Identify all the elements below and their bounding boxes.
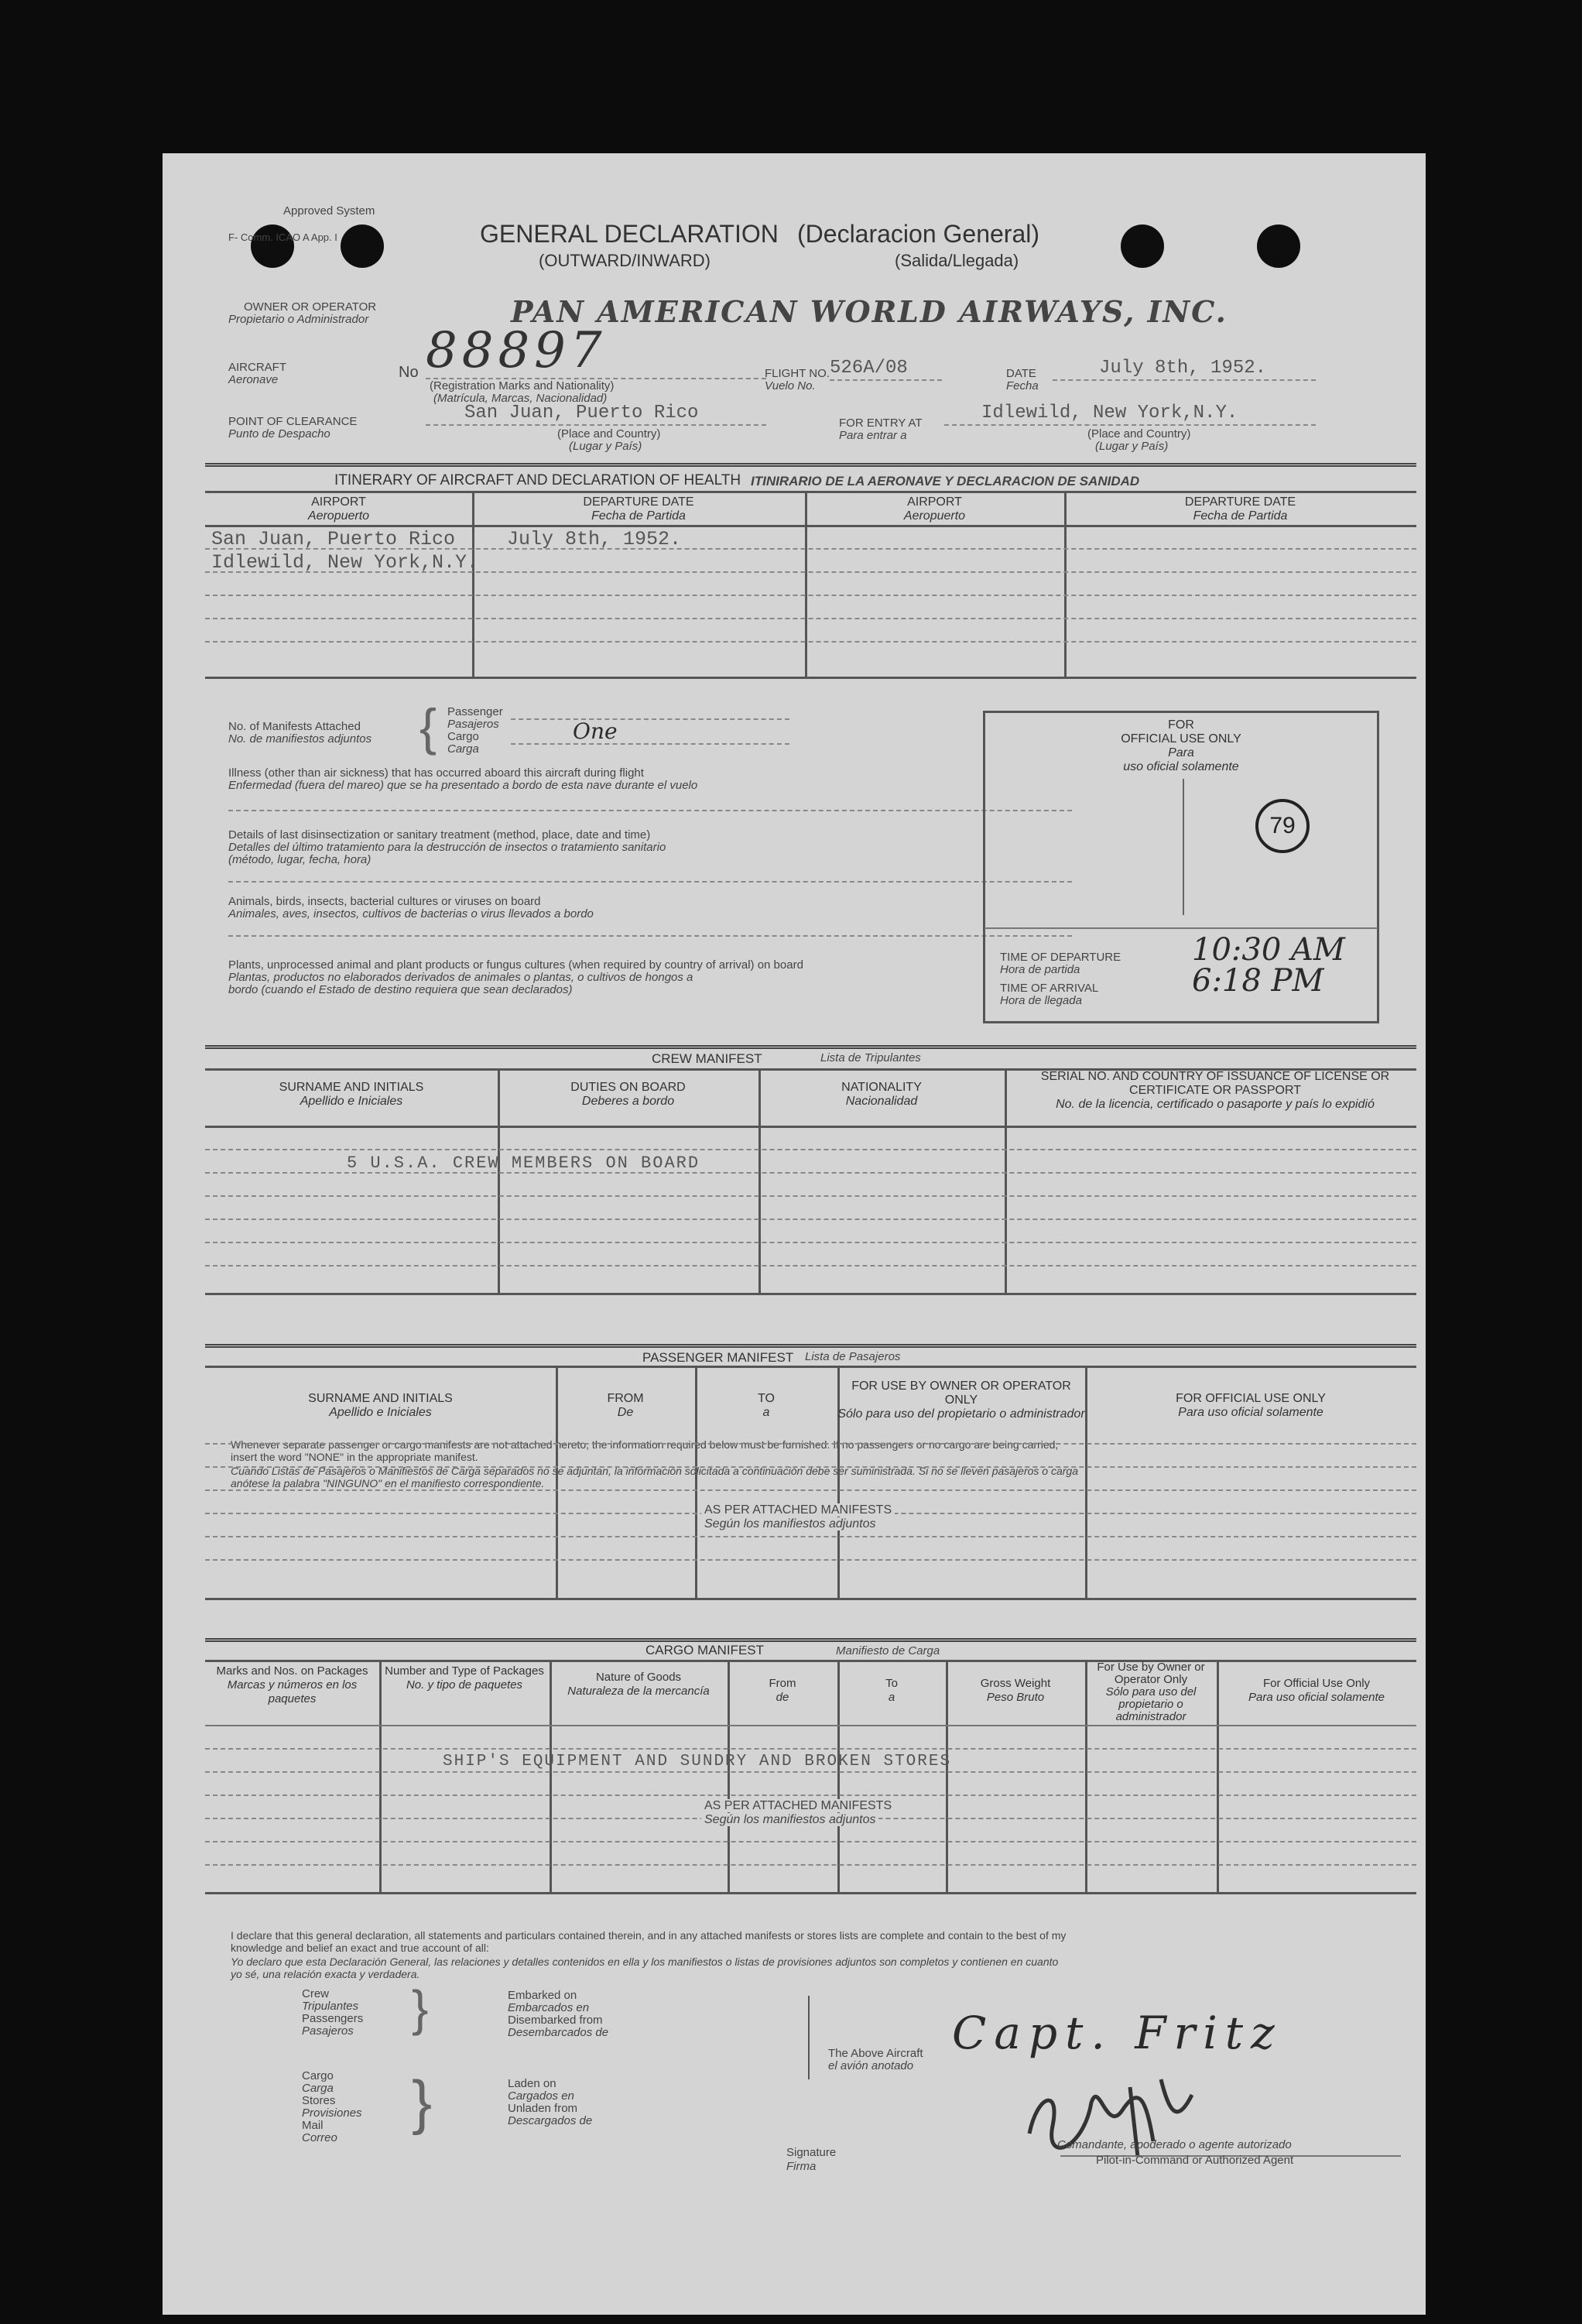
declaration-line3: Yo declaro que esta Declaración General, las relaciones y detalles contenidos en ella y los manifiestos o listas de provisiones adjuntos son completos y contienen en cuanto	[231, 1956, 1059, 1968]
owner-value: PAN AMERICAN WORLD AIRWAYS, INC.	[511, 294, 1228, 329]
pax-note-es: Según los manifiestos adjuntos	[701, 1517, 878, 1530]
departure-time-label: TIME OF DEPARTURE	[1000, 951, 1121, 964]
bottom-left-label: Signature	[786, 2146, 837, 2159]
declaration-form	[163, 153, 1426, 2315]
aircraft-reg-label-es: (Matrícula, Marcas, Nacionalidad)	[433, 392, 608, 405]
captain-name: Capt. Fritz	[952, 2007, 1282, 2059]
flight-label: FLIGHT NO.	[765, 367, 830, 380]
pax-note: AS PER ATTACHED MANIFESTS	[701, 1503, 895, 1517]
itin-col-date: DEPARTURE DATE Fecha de Partida	[583, 495, 694, 523]
crew-col-duties: DUTIES ON BOARD Deberes a bordo	[570, 1081, 686, 1108]
aircraft-no-label: No	[399, 364, 419, 381]
itin-row2-airport: Idlewild, New York,N.Y.	[211, 551, 479, 574]
aircraft-label-es: Aeronave	[228, 373, 279, 386]
cargo-col-to: To a	[885, 1677, 898, 1704]
punch-hole	[341, 225, 384, 268]
date-label: DATE	[1006, 367, 1036, 380]
departure-time-value: 10:30 AM	[1192, 932, 1345, 968]
above-aircraft-label-es: el avión anotado	[828, 2059, 914, 2072]
plants-label-es: Plantas, productos no elaborados derivados de animales o plantas, o cultivos de hongos a	[228, 971, 693, 984]
pax-col-to: TO a	[758, 1392, 775, 1419]
itin-row1-date: July 8th, 1952.	[507, 528, 682, 550]
itin-row1-airport: San Juan, Puerto Rico	[211, 528, 456, 550]
crew-entry: 5 U.S.A. CREW MEMBERS ON BOARD	[347, 1153, 700, 1173]
crew-col-nationality: NATIONALITY Nacionalidad	[841, 1081, 922, 1108]
approved-label: Approved System	[283, 204, 375, 218]
animals-label: Animals, birds, insects, bacterial cultures or viruses on board	[228, 895, 541, 908]
entry-place-es: (Lugar y País)	[1095, 440, 1169, 453]
itin-col-airport-2: AIRPORT Aeropuerto	[903, 495, 966, 523]
signature-label: Pilot-in-Command or Authorized Agent	[1096, 2154, 1294, 2167]
cargo-col-from: From de	[769, 1677, 796, 1704]
departure-time-label-es: Hora de partida	[1000, 963, 1080, 976]
flight-label-es: Vuelo No.	[765, 379, 816, 392]
plants-label: Plants, unprocessed animal and plant products or fungus cultures (when required by country of arrival) on board	[228, 958, 803, 972]
crew-title: CREW MANIFEST	[652, 1051, 762, 1066]
cargo-col-packages: Number and Type of Packages No. y tipo de paquetes	[385, 1664, 544, 1692]
pax-col-owner: FOR USE BY OWNER OR OPERATOR ONLY Sólo para uso del propietario o administrador	[837, 1380, 1085, 1421]
cargo-note: AS PER ATTACHED MANIFESTS	[701, 1799, 895, 1812]
pax-col-name: SURNAME AND INITIALS Apellido e Iniciales	[308, 1392, 453, 1419]
form-subtitle-es: (Salida/Llegada)	[895, 251, 1019, 270]
manifests-brace: {	[419, 698, 437, 756]
notice-line4: anótese la palabra "NINGUNO" en el manifiesto correspondiente.	[231, 1477, 545, 1489]
crew-title-es: Lista de Tripulantes	[820, 1051, 921, 1064]
passenger-title-es: Lista de Pasajeros	[805, 1350, 901, 1363]
itinerary-title-es: ITINIRARIO DE LA AERONAVE Y DECLARACION DE SANIDAD	[751, 474, 1140, 488]
date-value: July 8th, 1952.	[1099, 358, 1267, 379]
declaration-line4: yo sé, una relación exacta y verdadera.	[231, 1968, 420, 1980]
cargo-col-official: For Official Use Only Para uso oficial solamente	[1248, 1677, 1385, 1704]
stamp-number: 79	[1255, 799, 1310, 853]
cargo-title: CARGO MANIFEST	[645, 1643, 765, 1657]
owner-label: OWNER OR OPERATOR	[244, 300, 377, 314]
itin-col-airport: AIRPORT Aeropuerto	[307, 495, 370, 523]
cargo-entry: SHIP'S EQUIPMENT AND SUNDRY AND BROKEN STORES	[443, 1753, 952, 1770]
arrival-time-label: TIME OF ARRIVAL	[1000, 982, 1099, 995]
entry-value: Idlewild, New York,N.Y.	[981, 403, 1238, 423]
cargo-col-owner: For Use by Owner or Operator Only Sólo para uso del propietario o administrador	[1097, 1661, 1205, 1723]
approved-note: F- Comm. ICAO A App. I	[228, 231, 337, 243]
arrival-time-label-es: Hora de llegada	[1000, 994, 1082, 1007]
aircraft-reg-label: (Registration Marks and Nationality)	[430, 379, 615, 392]
summary-embark: Embarked on Embarcados en Disembarked from Desembarcados de	[508, 1989, 609, 2039]
aircraft-value: 88897	[426, 322, 607, 379]
disinsect-label-es: Detalles del último tratamiento para la destrucción de insectos o tratamiento sanitario	[228, 841, 666, 854]
pax-col-from: FROM De	[607, 1392, 644, 1419]
itin-col-date-2: DEPARTURE DATE Fecha de Partida	[1184, 495, 1296, 523]
punch-hole	[1257, 225, 1300, 268]
disinsect-label-es2: (método, lugar, fecha, hora)	[228, 853, 372, 866]
manifests-types: Passenger Pasajeros Cargo Carga	[447, 705, 503, 756]
entry-label-es: Para entrar a	[839, 429, 907, 442]
disinsect-label: Details of last disinsectization or sanitary treatment (method, place, date and time)	[228, 828, 651, 842]
cargo-col-goods: Nature of Goods Naturaleza de la mercancía	[567, 1671, 710, 1698]
cargo-title-es: Manifiesto de Carga	[836, 1644, 940, 1657]
illness-label: Illness (other than air sickness) that has occurred aboard this aircraft during flight	[228, 766, 644, 780]
summary-people: Crew Tripulantes Passengers Pasajeros	[302, 1987, 364, 2038]
cargo-manifest-count: One	[573, 718, 618, 744]
summary-goods: Cargo Carga Stores Provisiones Mail Correo	[302, 2069, 362, 2144]
signature-label-es: Comandante, apoderado o agente autorizado	[1057, 2138, 1292, 2151]
itinerary-title: ITINERARY OF AIRCRAFT AND DECLARATION OF HEALTH	[334, 472, 741, 488]
date-label-es: Fecha	[1006, 379, 1039, 392]
clearance-label-es: Punto de Despacho	[228, 427, 330, 440]
cargo-col-weight: Gross Weight Peso Bruto	[980, 1677, 1051, 1704]
cargo-col-marks: Marks and Nos. on Packages Marcas y números en los paquetes	[216, 1664, 368, 1705]
cargo-note-es: Según los manifiestos adjuntos	[701, 1813, 878, 1826]
clearance-place-es: (Lugar y País)	[569, 440, 642, 453]
summary-brace: }	[412, 1980, 429, 2036]
declaration-line2: knowledge and belief an exact and true account of all:	[231, 1942, 489, 1954]
notice-line1: Whenever separate passenger or cargo manifests are not attached hereto, the information required below must be furnished. If no passengers or no cargo are being carried,	[231, 1438, 1059, 1451]
clearance-label: POINT OF CLEARANCE	[228, 415, 358, 428]
form-subtitle: (OUTWARD/INWARD)	[539, 251, 711, 270]
declaration-line1: I declare that this general declaration, all statements and particulars contained therein, and in any attached manifests or stores lists are complete and contain to the best of my	[231, 1929, 1067, 1942]
form-title: GENERAL DECLARATION	[480, 220, 779, 248]
aircraft-label: AIRCRAFT	[228, 361, 286, 374]
notice-line3: Cuando Listas de Pasajeros o Manifiestos de Carga separados no se adjuntan, la información solicitada a continuación debe ser suministrada. Si no se lleven pasajeros o carga	[231, 1465, 1078, 1477]
summary-laden: Laden on Cargados en Unladen from Descargados de	[508, 2077, 593, 2127]
arrival-time-value: 6:18 PM	[1192, 963, 1324, 999]
punch-hole	[1121, 225, 1164, 268]
form-title-es: (Declaracion General)	[797, 220, 1040, 248]
bottom-left-label-es: Firma	[786, 2160, 817, 2173]
owner-label-es: Propietario o Administrador	[228, 313, 369, 326]
manifests-label-es: No. de manifiestos adjuntos	[228, 732, 372, 746]
official-use-title: FOR OFFICIAL USE ONLY Para uso oficial solamente	[1121, 718, 1241, 773]
manifests-label: No. of Manifests Attached	[228, 720, 361, 733]
passenger-title: PASSENGER MANIFEST	[642, 1350, 794, 1365]
above-aircraft-label: The Above Aircraft	[828, 2047, 923, 2060]
plants-label-es2: bordo (cuando el Estado de destino requiera que sean declarados)	[228, 983, 573, 996]
entry-label: FOR ENTRY AT	[839, 416, 923, 430]
summary-brace-2: }	[412, 2068, 433, 2136]
crew-col-license: SERIAL NO. AND COUNTRY OF ISSUANCE OF LICENSE OR CERTIFICATE OR PASSPORT No. de la licencia, certificado o pasaporte y país lo expidió	[1040, 1070, 1390, 1111]
illness-label-es: Enfermedad (fuera del mareo) que se ha presentado a bordo de esta nave durante el vuelo	[228, 779, 698, 792]
clearance-value: San Juan, Puerto Rico	[464, 403, 699, 423]
pax-col-official: FOR OFFICIAL USE ONLY Para uso oficial solamente	[1176, 1392, 1326, 1419]
animals-label-es: Animales, aves, insectos, cultivos de bacterias o virus llevados a bordo	[228, 907, 594, 920]
flight-value: 526A/08	[830, 358, 908, 379]
entry-place: (Place and Country)	[1087, 427, 1191, 440]
clearance-place: (Place and Country)	[557, 427, 661, 440]
notice-line2: insert the word "NONE" in the appropriate manifest.	[231, 1451, 478, 1463]
crew-col-name: SURNAME AND INITIALS Apellido e Iniciales	[279, 1081, 424, 1108]
